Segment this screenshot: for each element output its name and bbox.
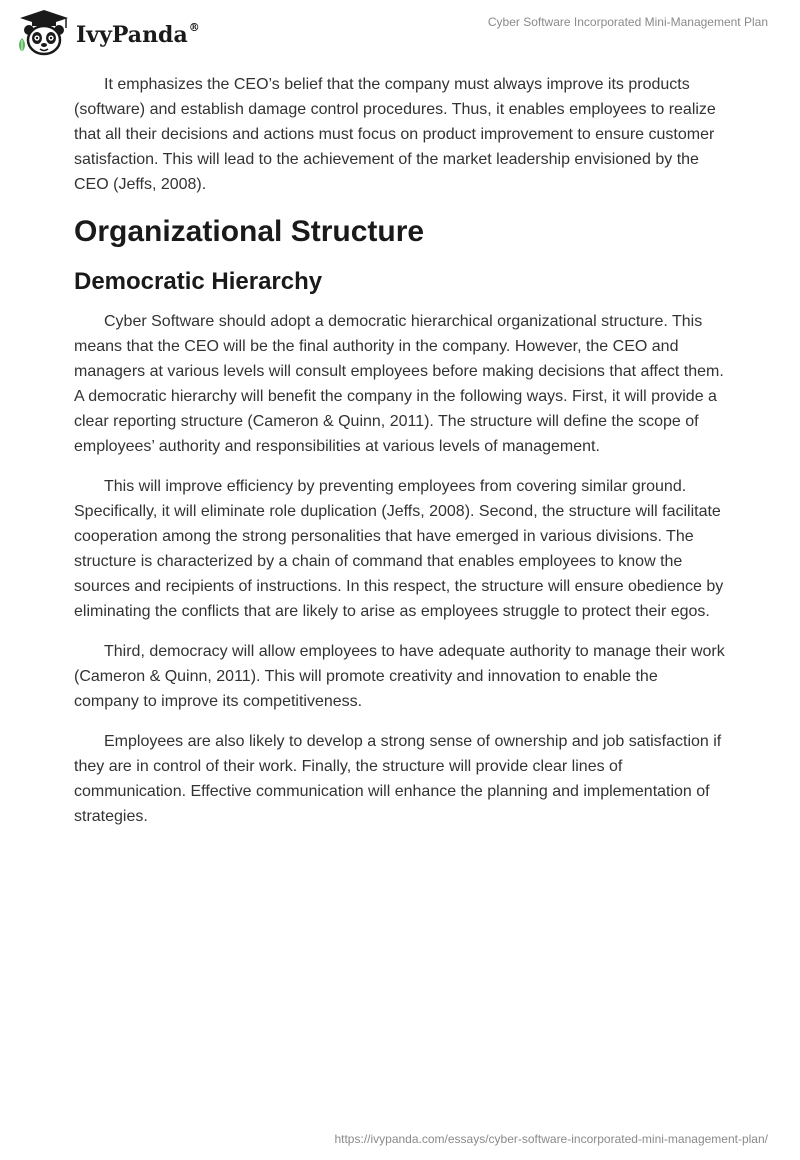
section-heading: Organizational Structure xyxy=(74,215,425,248)
brand-name: IvyPanda® xyxy=(76,21,200,48)
subsection-heading: Democratic Hierarchy xyxy=(74,268,323,295)
body-paragraph: Cyber Software should adopt a democratic hierarchical organizational structure. This means that the CEO will be the final authority in the company. However, the CEO and managers at various levels will consult employees before making decisions that affect them. A democratic hierarchy will benefit the company in the following ways. First, it will provide a clear reporting structure (Cameron & Quinn, 2011). The structure will define the scope of employees’ authority and responsibilities at various levels of management. xyxy=(74,313,724,455)
article-body xyxy=(74,72,726,844)
document-title: Cyber Software Incorporated Mini-Management Plan xyxy=(487,15,768,29)
source-url[interactable]: https://ivypanda.com/essays/cyber-software-incorporated-mini-management-plan/ xyxy=(334,1132,768,1146)
body-paragraph: This will improve efficiency by preventing employees from covering similar ground. Specifically, it will eliminate role duplication (Jeffs, 2008). Second, the structure will facilitate cooperation among the strong personalities that have emerged in various divisions. The structure is characterized by a chain of command that enables employees to know the sources and recipients of instructions. In this respect, the structure will ensure obedience by eliminating the conflicts that are likely to arise as employees struggle to protect their egos. xyxy=(74,478,724,620)
page-header xyxy=(0,0,800,60)
body-paragraph: Third, democracy will allow employees to have adequate authority to manage their work (Cameron & Quinn, 2011). This will promote creativity and innovation to enable the company to improve its competitiveness. xyxy=(74,643,725,710)
ivypanda-logo[interactable] xyxy=(16,8,200,56)
body-paragraph: Employees are also likely to develop a strong sense of ownership and job satisfaction if they are in control of their work. Finally, the structure will provide clear lines of communication. Effective communication will enhance the planning and implementation of strategies. xyxy=(74,733,722,825)
registered-mark: ® xyxy=(188,21,200,34)
intro-paragraph: It emphasizes the CEO’s belief that the company must always improve its products (software) and establish damage control procedures. Thus, it enables employees to realize that all their decisions and actions must focus on product improvement to ensure customer satisfaction. This will lead to the achievement of the market leadership envisioned by the CEO (Jeffs, 2008). xyxy=(74,76,716,193)
panda-graduate-icon xyxy=(16,8,72,56)
